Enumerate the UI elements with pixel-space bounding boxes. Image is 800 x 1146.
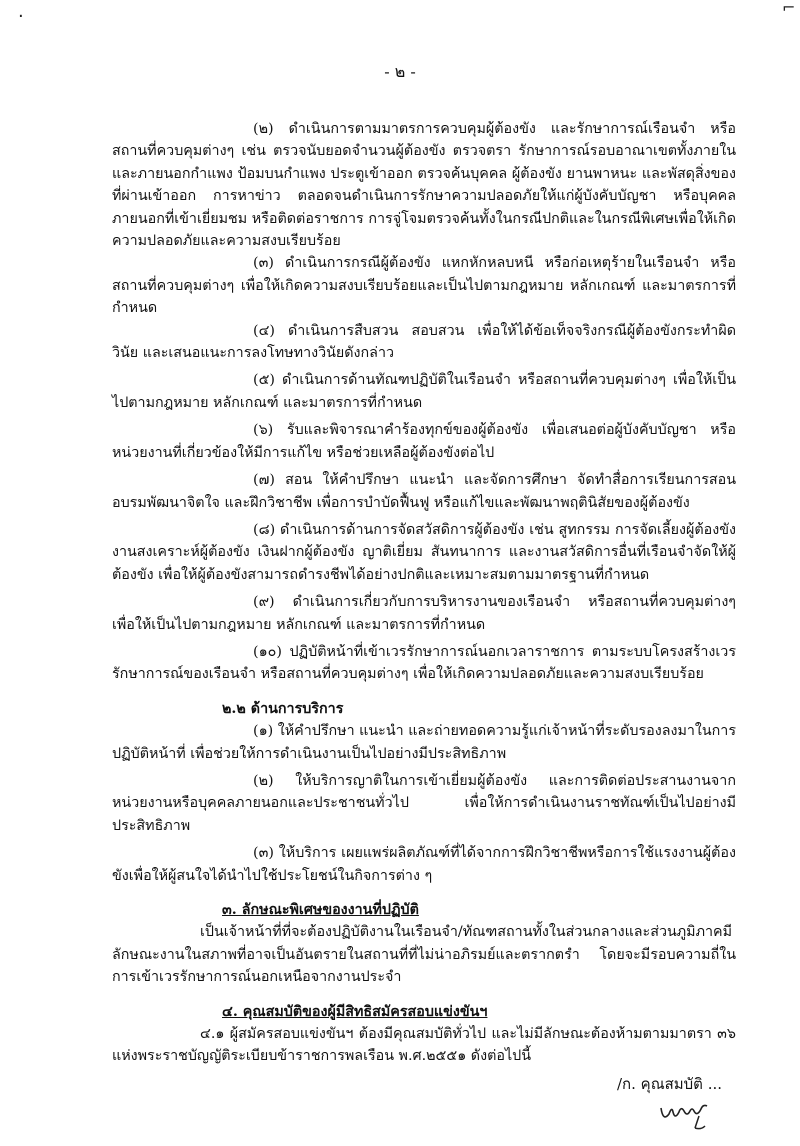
signature-initials <box>655 1086 725 1141</box>
service-item-3: (๓) ให้บริการ เผยแพร่ผลิตภัณฑ์ที่ได้จากการฝึกวิชาชีพหรือการใช้แรงงานผู้ต้องขังเพื่อให้ผู้สนใจได้นำไปใช้ประโยชน์ในกิจการต่าง ๆ <box>112 845 736 884</box>
corner-mark-left: · <box>18 6 24 27</box>
qualifications-text: ๔.๑ ผู้สมัครสอบแข่งขันฯ ต้องมีคุณสมบัติทั่วไป และไม่มีลักษณะต้องห้ามตามมาตรา ๓๖ แห่งพระราชบัญญัติระเบียบข้าราชการพลเรือน พ.ศ.๒๕๕๑ ดังต่อไปนี้ <box>112 1026 736 1065</box>
section-heading-service: ๒.๒ ด้านการบริการ <box>222 700 344 717</box>
duty-item-6: (๖) รับและพิจารณาคำร้องทุกข์ของผู้ต้องขัง เพื่อเสนอต่อผู้บังคับบัญชา หรือหน่วยงานที่เกี่ยวข้องให้มีการแก้ไข หรือช่วยเหลือผู้ต้องขังต่อไป <box>112 422 736 461</box>
service-item-2: (๒) ให้บริการญาติในการเข้าเยี่ยมผู้ต้องขัง และการติดต่อประสานงานจากหน่วยงานหรือบุคคลภายนอกและประชาชนทั่วไป เพื่อให้การดำเนินงานราชทัณฑ์เป็นไปอย่างมีประสิทธิภาพ <box>112 772 736 834</box>
special-nature-text: เป็นเจ้าหน้าที่ที่จะต้องปฏิบัติงานในเรือนจำ/ทัณฑสถานทั้งในส่วนกลางและส่วนภูมิภาคมีลักษณะงานในสภาพที่อาจเป็นอันตรายในสถานที่ที่ไม่น่าอภิรมย์และตรากตรำ โดยจะมีรอบความถี่ในการเข้าเวรรักษาการณ์นอกเหนือจากงานประจำ <box>112 924 736 986</box>
duty-item-10: (๑๐) ปฏิบัติหน้าที่เข้าเวรรักษาการณ์นอกเวลาราชการ ตามระบบโครงสร้างเวรรักษาการณ์ของเรือนจำ หรือสถานที่ควบคุมต่างๆ เพื่อให้เกิดความปลอดภัยและความสงบเรียบร้อย <box>112 643 736 683</box>
duty-item-3: (๓) ดำเนินการกรณีผู้ต้องขัง แหกหักหลบหนี หรือก่อเหตุร้ายในเรือนจำ หรือสถานที่ควบคุมต่างๆ เพื่อให้เกิดความสงบเรียบร้อยและเป็นไปตามกฎหมาย หลักเกณฑ์ และมาตรการที่กำหนด <box>112 255 736 317</box>
section-heading-qualifications: ๔. คุณสมบัติของผู้มีสิทธิสมัครสอบแข่งขันฯ <box>222 1003 488 1020</box>
service-item-1: (๑) ให้คำปรึกษา แนะนำ และถ่ายทอดความรู้แก่เจ้าหน้าที่ระดับรองลงมาในการปฏิบัติหน้าที่ เพื่อช่วยให้การดำเนินงานเป็นไปอย่างมีประสิทธิภาพ <box>112 723 737 762</box>
duty-item-4: (๔) ดำเนินการสืบสวน สอบสวน เพื่อให้ได้ข้อเท็จจริงกรณีผู้ต้องขังกระทำผิดวินัย และเสนอแนะการลงโทษทางวินัยดังกล่าว <box>112 322 736 362</box>
duty-item-9: (๙) ดำเนินการเกี่ยวกับการบริหารงานของเรือนจำ หรือสถานที่ควบคุมต่างๆ เพื่อให้เป็นไปตามกฎหมาย หลักเกณฑ์ และมาตรการที่กำหนด <box>112 594 736 633</box>
corner-mark-right: ⌐ <box>782 0 796 17</box>
document-body <box>112 118 736 1068</box>
continuation-marker: /ก. คุณสมบัติ ... <box>617 1075 722 1093</box>
duty-item-7: (๗) สอน ให้คำปรึกษา แนะนำ และจัดการศึกษา จัดทำสื่อการเรียนการสอน อบรมพัฒนาจิตใจ และฝึกวิชาชีพ เพื่อการบำบัดฟื้นฟู หรือแก้ไขและพัฒนาพฤตินิสัยของผู้ต้องขัง <box>112 472 736 511</box>
section-heading-special-nature: ๓. ลักษณะพิเศษของงานที่ปฏิบัติ <box>222 902 419 918</box>
duty-item-5: (๕) ดำเนินการด้านทัณฑปฏิบัติในเรือนจำ หรือสถานที่ควบคุมต่างๆ เพื่อให้เป็นไปตามกฎหมาย หลักเกณฑ์ และมาตรการที่กำหนด <box>112 372 736 411</box>
page-number: - ๒ - <box>384 62 416 81</box>
duty-item-8: (๘) ดำเนินการด้านการจัดสวัสดิการผู้ต้องขัง เช่น สูทกรรม การจัดเลี้ยงผู้ต้องขังงานสงเคราะห์ผู้ต้องขัง เงินฝากผู้ต้องขัง ญาติเยี่ยม สันทนาการ และงานสวัสดิการอื่นที่เรือนจำจัดให้ผู้ต้องขัง เพื่อให้ผู้ต้องขังสามารถดำรงชีพได้อย่างปกติและเหมาะสมตามมาตรฐานที่กำหนด <box>112 521 736 583</box>
duty-item-2: (๒) ดำเนินการตามมาตรการควบคุมผู้ต้องขัง และรักษาการณ์เรือนจำ หรือสถานที่ควบคุมต่างๆ เช่น ตรวจนับยอดจำนวนผู้ต้องขัง ตรวจตรา รักษาการณ์รอบอาณาเขตทั้งภายในและภายนอกกำแพง ป้อมบนกำแพง ประตูเข้าออก ตรวจค้นบุคคล ผู้ต้องขัง ยานพาหนะ และพัสดุสิ่งของที่ผ่านเข้าออก การหาข่าว ตลอดจนดำเนินการรักษาความปลอดภัยให้แก่ผู้บังคับบัญชา หรือบุคคลภายนอกที่เข้าเยี่ยมชม หรือติดต่อราชการ การจู่โจมตรวจค้นทั้งในกรณีปกติและในกรณีพิเศษเพื่อให้เกิดความปลอดภัยและความสงบเรียบร้อย <box>112 121 736 250</box>
